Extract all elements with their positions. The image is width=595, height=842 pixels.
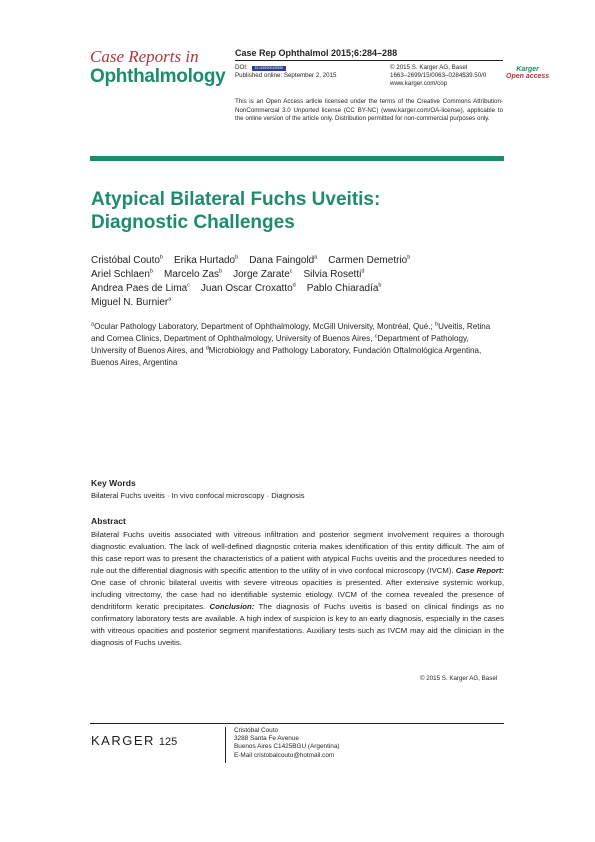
journal-website-link[interactable]: www.karger.com/cop bbox=[390, 80, 448, 87]
journal-logo-line2: Ophthalmology bbox=[90, 66, 226, 87]
abstract-heading: Abstract bbox=[91, 516, 126, 526]
affiliations: $^a$Ocular Pathology Laboratory, Department of Ophthalmology, McGill University, Montréal, Qué.; $^b$Uveitis, Retina and Cornea Clinics, Department of Ophthalmology, University of Buenos Aires, $^c$Department of Pathology, University of Buenos Aires, and $^d$Microbiology and Pathology Laboratory, Fundación Oftalmológica Argentina, Buenos Aires, Argentina bbox=[91, 321, 491, 367]
journal-logo bbox=[90, 47, 226, 87]
doi-label: DOI: bbox=[235, 64, 248, 71]
affiliation: Ocular Pathology Laboratory, Department of Ophthalmology, McGill University, Montréal, Qué.; bbox=[94, 322, 436, 331]
copyright-meta bbox=[390, 64, 486, 88]
keywords-heading: Key Words bbox=[91, 478, 136, 488]
author: Cristóbal Couto$^b$ bbox=[91, 254, 163, 266]
author: Jorge Zarate$^c$ bbox=[233, 268, 293, 280]
affiliation: Uveitis, Retina and Cornea Clinics, Department of Ophthalmology, University of Buenos Aires, bbox=[91, 322, 491, 343]
abstract-body: Bilateral Fuchs uveitis associated with vitreous infiltration and posterior segment involvement requires a thorough diagnostic evaluation. The lack of well-defined diagnostic criteria makes identification of this entity difficult. The aim of this case report was to present the characteristics of a patient with atypical Fuchs uveitis and the procedures needed to rule out the differential diagnosis with specific attention to the utility of in vivo confocal microscopy (IVCM). Case Report: One case of chronic bilateral uveitis with severe vitreous opacities is presented. After extensive systemic workup, including vitrectomy, the case had no identifiable systemic etiology. IVCM of the cornea revealed the presence of dendritiform keratic precipitates. Conclusion: The diagnosis of Fuchs uveitis is based on clinical findings as no confirmatory laboratory tests are available. A high index of suspicion is key to an early diagnosis, especially in the cases with vitreous opacities and posterior segment manifestations. Auxiliary tests such as IVCM may aid the clinician in the diagnosis of Fuchs uveitis. bbox=[91, 530, 505, 647]
anniversary-mark: 125 bbox=[158, 736, 178, 748]
header-rule bbox=[235, 60, 503, 61]
doi-row bbox=[235, 64, 336, 72]
title-line2: Diagnostic Challenges bbox=[91, 212, 295, 233]
author: Silvia Rosetti$^d$ bbox=[303, 268, 365, 280]
article-title bbox=[91, 188, 491, 234]
journal-citation: Case Rep Ophthalmol 2015;6:284–288 bbox=[235, 48, 398, 58]
corresp-city: Buenos Aires C1425BGU (Argentina) bbox=[234, 743, 340, 751]
author: Marcelo Zas$^b$ bbox=[163, 268, 223, 280]
abstract-copyright: © 2015 S. Karger AG, Basel bbox=[420, 675, 498, 682]
author: Juan Oscar Croxatto$^d$ bbox=[200, 282, 296, 294]
corresp-name: Cristóbal Couto bbox=[234, 727, 279, 734]
publication-meta bbox=[235, 64, 336, 80]
author: Carmen Demetrio$^b$ bbox=[328, 254, 411, 266]
author: Erika Hurtado$^b$ bbox=[173, 254, 239, 266]
footer-rule bbox=[90, 723, 504, 724]
author: Dana Faingold$^a$ bbox=[249, 254, 318, 266]
open-access-logo-line2: Open access bbox=[506, 73, 550, 80]
footer-divider bbox=[225, 727, 226, 763]
author: Andrea Paes de Lima$^c$ bbox=[91, 282, 190, 294]
title-divider bbox=[90, 156, 504, 161]
journal-logo-line1: Case Reports in bbox=[90, 47, 199, 66]
license-statement: This is an Open Access article licensed under the terms of the Creative Commons Attribution-NonCommercial 3.0 Unported license (CC BY-NC) (www.karger.com/OA-license), applicable to the online version of the article only. Distribution permitted for non-commercial purposes only. bbox=[235, 98, 503, 123]
title-line1: Atypical Bilateral Fuchs Uveitis: bbox=[91, 189, 381, 210]
published-date: Published online: September 2, 2015 bbox=[235, 72, 337, 79]
copyright-text: © 2015 S. Karger AG, Basel bbox=[390, 64, 468, 71]
affiliation: Department of Pathology, University of Buenos Aires, and bbox=[91, 334, 469, 355]
open-access-logo-line1: Karger bbox=[516, 66, 539, 73]
open-access-logo bbox=[506, 66, 549, 80]
affiliation: Microbiology and Pathology Laboratory, Fundación Oftalmológica Argentina, Buenos Aires, Argentina bbox=[91, 346, 482, 367]
case-report-label: Case Report: bbox=[455, 566, 505, 575]
issn-text: 1663–2699/15/0063–0284$39.50/0 bbox=[390, 72, 487, 79]
corresp-email-link[interactable]: E-Mail cristobalcouto@hotmail.com bbox=[234, 751, 335, 759]
doi-link[interactable]: 10.1159/000439356 bbox=[252, 66, 286, 71]
author: Miguel N. Burnier$^a$ bbox=[91, 296, 172, 308]
author: Pablo Chiaradía$^b$ bbox=[306, 282, 382, 294]
author: Ariel Schlaen$^b$ bbox=[91, 268, 153, 280]
conclusion-label: Conclusion: bbox=[209, 602, 255, 611]
corresp-street: 3288 Santa Fe Avenue bbox=[234, 735, 299, 743]
author-list bbox=[91, 254, 491, 310]
keywords-list: Bilateral Fuchs uveitis · In vivo confocal microscopy · Diagnosis bbox=[91, 491, 305, 500]
correspondence-block bbox=[234, 727, 340, 760]
publisher-logo: KARGER 125 bbox=[91, 733, 178, 748]
